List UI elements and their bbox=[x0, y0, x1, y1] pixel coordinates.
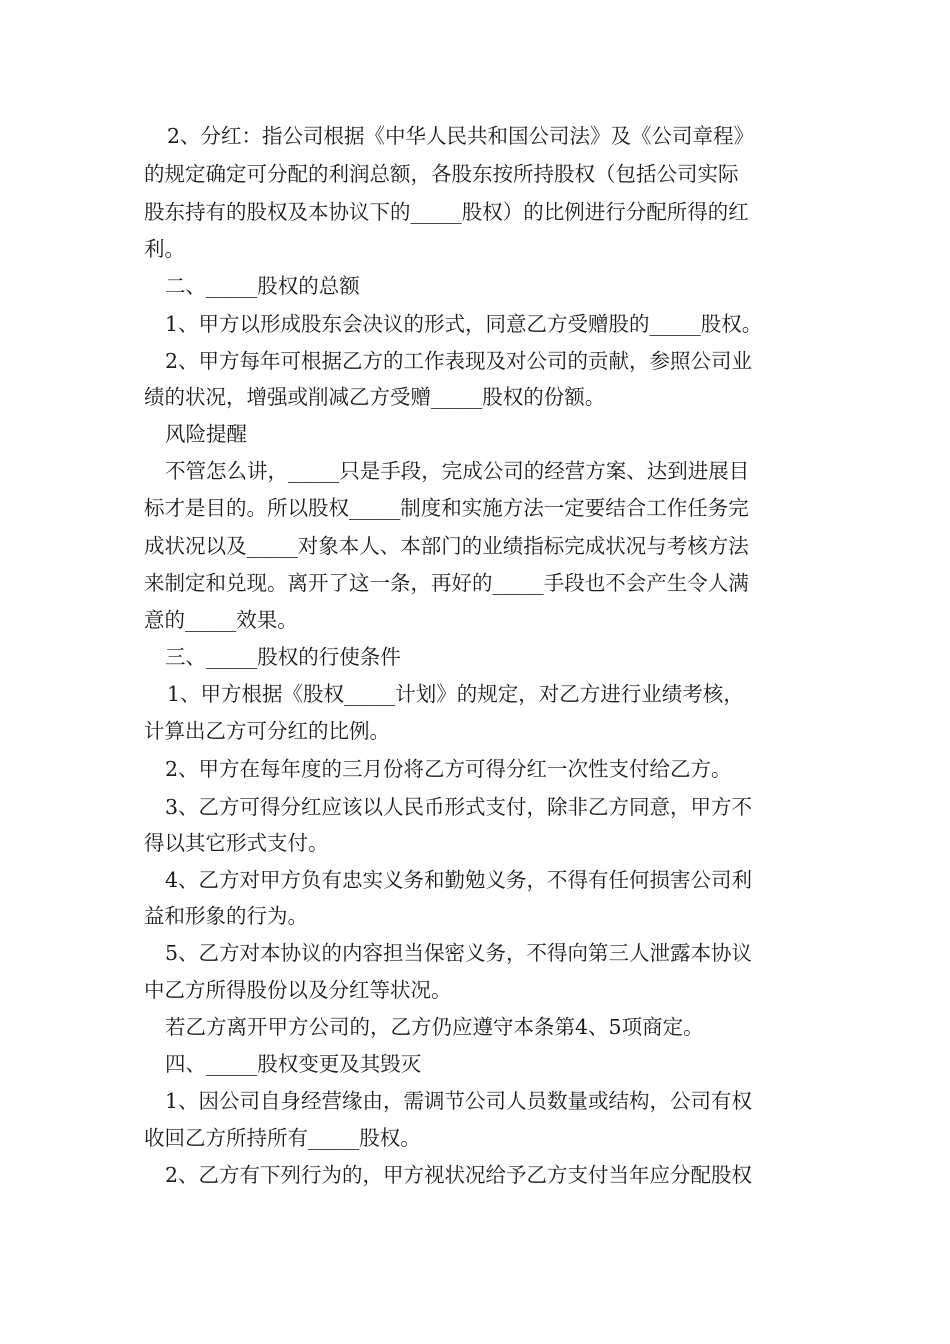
line-text: 3、乙方可得分红应该以人民币形式支付，除非乙方同意，甲方不 bbox=[165, 795, 753, 819]
text-line bbox=[0, 491, 950, 525]
text-line bbox=[0, 157, 950, 191]
text-line bbox=[0, 529, 950, 563]
line-text: 利。 bbox=[144, 237, 185, 261]
line-text: 4、乙方对甲方负有忠实义务和勤勉义务，不得有任何损害公司利 bbox=[165, 868, 753, 892]
line-text: 意的_____效果。 bbox=[144, 608, 298, 632]
line-text: 来制定和兑现。离开了这一条，再好的_____手段也不会产生令人满 bbox=[144, 571, 749, 595]
line-text: 计算出乙方可分红的比例。 bbox=[144, 719, 390, 743]
text-line bbox=[0, 752, 950, 786]
line-text: 益和形象的行为。 bbox=[144, 904, 308, 928]
line-text: 收回乙方所持所有_____股权。 bbox=[144, 1126, 421, 1150]
line-text: 中乙方所得股份以及分红等状况。 bbox=[144, 978, 452, 1002]
section-heading bbox=[0, 640, 950, 674]
text-line bbox=[0, 826, 950, 860]
text-line bbox=[0, 195, 950, 229]
line-text: 成状况以及_____对象本人、本部门的业绩指标完成状况与考核方法 bbox=[144, 534, 749, 558]
section-heading bbox=[0, 269, 950, 303]
line-text: 5、乙方对本协议的内容担当保密义务，不得向第三人泄露本协议 bbox=[165, 941, 753, 965]
text-line bbox=[0, 714, 950, 748]
section-heading bbox=[0, 1047, 950, 1081]
line-text: 1、因公司自身经营缘由，需调节公司人员数量或结构，公司有权 bbox=[165, 1089, 753, 1113]
line-text: 二、_____股权的总额 bbox=[165, 274, 360, 298]
line-text: 2、分红：指公司根据《中华人民共和国公司法》及《公司章程》 bbox=[167, 124, 755, 148]
text-line bbox=[0, 380, 950, 414]
line-text: 2、甲方每年可根据乙方的工作表现及对公司的贡献，参照公司业 bbox=[165, 349, 753, 373]
line-text: 股东持有的股权及本协议下的_____股权）的比例进行分配所得的红 bbox=[144, 200, 749, 224]
text-line bbox=[0, 603, 950, 637]
text-line bbox=[0, 1084, 950, 1118]
text-line bbox=[0, 307, 950, 341]
text-line bbox=[0, 119, 950, 153]
text-line bbox=[0, 677, 950, 711]
line-text: 的规定确定可分配的利润总额，各股东按所持股权（包括公司实际 bbox=[144, 162, 739, 186]
line-text: 不管怎么讲，_____只是手段，完成公司的经营方案、达到进展目 bbox=[165, 459, 750, 483]
line-text: 2、乙方有下列行为的，甲方视状况给予乙方支付当年应分配股权 bbox=[165, 1163, 753, 1187]
line-text: 四、_____股权变更及其毁灭 bbox=[165, 1052, 422, 1076]
line-text: 风险提醒 bbox=[165, 422, 247, 446]
text-line bbox=[0, 899, 950, 933]
text-line bbox=[0, 232, 950, 266]
line-text: 2、甲方在每年度的三月份将乙方可得分红一次性支付给乙方。 bbox=[165, 757, 732, 781]
text-line bbox=[0, 936, 950, 970]
line-text: 得以其它形式支付。 bbox=[144, 831, 329, 855]
text-line bbox=[0, 1158, 950, 1192]
text-line bbox=[0, 1121, 950, 1155]
text-line bbox=[0, 344, 950, 378]
line-text: 标才是目的。所以股权_____制度和实施方法一定要结合工作任务完 bbox=[144, 496, 749, 520]
text-line bbox=[0, 863, 950, 897]
line-text: 1、甲方根据《股权_____计划》的规定，对乙方进行业绩考核， bbox=[167, 682, 744, 706]
line-text: 1、甲方以形成股东会决议的形式，同意乙方受赠股的_____股权。 bbox=[165, 312, 763, 336]
section-heading bbox=[0, 417, 950, 451]
line-text: 若乙方离开甲方公司的，乙方仍应遵守本条第4、5项商定。 bbox=[165, 1015, 704, 1039]
text-line bbox=[0, 1010, 950, 1044]
text-line bbox=[0, 973, 950, 1007]
line-text: 三、_____股权的行使条件 bbox=[165, 645, 401, 669]
text-line bbox=[0, 790, 950, 824]
line-text: 绩的状况，增强或削减乙方受赠_____股权的份额。 bbox=[144, 385, 606, 409]
text-line bbox=[0, 566, 950, 600]
text-line bbox=[0, 454, 950, 488]
